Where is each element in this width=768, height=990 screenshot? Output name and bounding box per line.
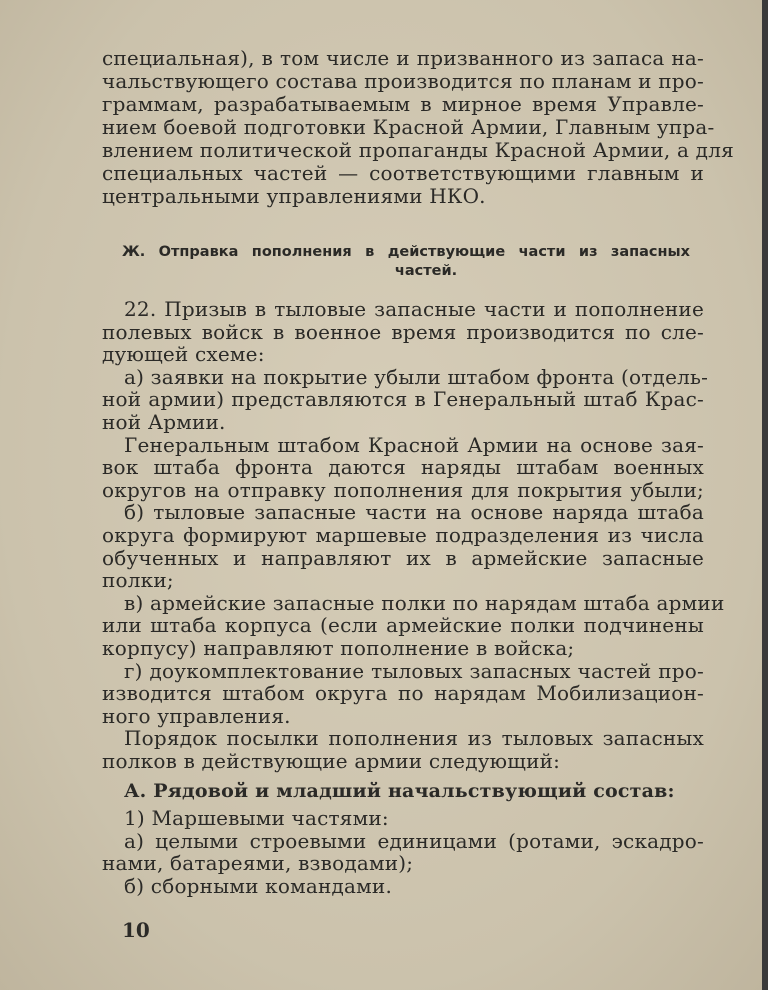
text-line: 22. Призыв в тыловые запасные части и пополнение [124, 297, 704, 321]
text-line: Порядок посылки пополнения из тыловых запасных [124, 726, 704, 751]
text-line: ной Армии. [102, 409, 226, 434]
text-line: граммам, разрабатываемым в мирное время Управле- [102, 92, 704, 116]
text-line: обученных и направляют их в армейские запасные [102, 545, 704, 570]
text-line: г) доукомплектование тыловых запасных частей про- [124, 658, 704, 683]
text-line: б) тыловые запасные части на основе наряда штаба [124, 500, 704, 525]
text-line: б) сборными командами. [124, 873, 393, 898]
text-line: нами, батареями, взводами); [102, 851, 414, 876]
text-line: корпусу) направляют пополнение в войска; [102, 635, 575, 660]
text-line: полков в действующие армии следующий: [102, 748, 561, 773]
section-heading [122, 243, 690, 281]
page-number: 10 [122, 918, 150, 942]
text-line: ного управления. [102, 703, 291, 728]
text-line: ной армии) представляются в Генеральный штаб Крас- [102, 387, 704, 412]
text-line: 1) Маршевыми частями: [124, 806, 389, 831]
tail-lines [102, 807, 704, 897]
text-line: округов на отправку пополнения для покрытия убыли; [102, 477, 704, 502]
text-line: а) заявки на покрытие убыли штабом фронта (отдель- [124, 364, 709, 389]
top-paragraph [102, 46, 734, 208]
text-line: дующей схеме: [102, 342, 265, 367]
text-line: влением политической пропаганды Красной Армии, а для [102, 138, 734, 162]
text-line: округа формируют маршевые подразделения из числа [102, 522, 704, 547]
text-line: центральными управлениями НКО. [102, 184, 486, 208]
text-line: вок штаба фронта даются наряды штабам военных [102, 455, 704, 480]
text-line: полки; [102, 568, 174, 593]
text-line: Генеральным штабом Красной Армии на основе зая- [124, 432, 704, 457]
text-line: или штаба корпуса (если армейские полки подчинены [102, 613, 704, 638]
text-line: изводится штабом округа по нарядам Мобилизацион- [102, 681, 704, 706]
text-line: чальствующего состава производится по планам и про- [102, 69, 704, 93]
text-line: специальных частей — соответствующими главным и [102, 161, 704, 185]
section-heading-line: частей. [394, 263, 458, 279]
body-lines [102, 297, 725, 773]
text-line: специальная), в том числе и призванного из запаса на- [102, 46, 704, 70]
subheading: А. Рядовой и младший начальствующий состав: [124, 780, 675, 803]
text-line: нием боевой подготовки Красной Армии, Главным упра- [102, 115, 715, 139]
body-text [102, 297, 725, 898]
section-heading-line: Ж. Отправка пополнения в действующие части из запасных [122, 244, 690, 260]
text-line: полевых войск в военное время производится по сле- [102, 319, 704, 344]
text-line: в) армейские запасные полки по нарядам штаба армии [124, 590, 725, 615]
text-line: а) целыми строевыми единицами (ротами, эскадро- [124, 828, 704, 853]
